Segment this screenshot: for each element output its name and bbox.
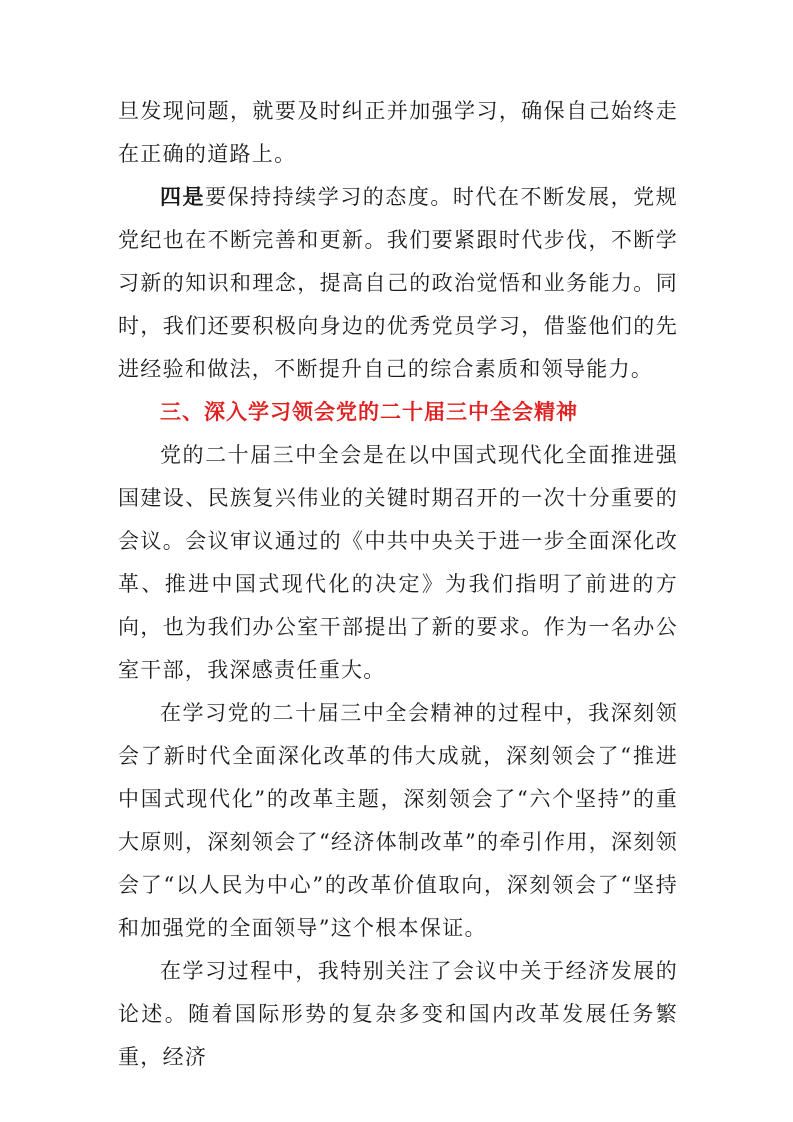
paragraph-continuation: 旦发现问题，就要及时纠正并加强学习，确保自己始终走在正确的道路上。 — [118, 99, 678, 166]
paragraph-point-four — [118, 176, 678, 391]
section-heading: 三、深入学习领会党的二十届三中全会精神 — [160, 400, 578, 424]
paragraph-plenum-intro: 党的二十届三中全会是在以中国式现代化全面推进强国建设、民族复兴伟业的关键时期召开的一次十分重要的会议。会议审议通过的《中共中央关于进一步全面深化改革、推进中国式现代化的决定》为我们指明了前进的方向，也为我们办公室干部提出了新的要求。作为一名办公室干部，我深感责任重大。 — [118, 443, 678, 682]
paragraph-plenum-learning: 在学习党的二十届三中全会精神的过程中，我深刻领会了新时代全面深化改革的伟大成就，深刻领会了“推进中国式现代化”的改革主题，深刻领会了“六个坚持”的重大原则，深刻领会了“经济体制改革”的牵引作用，深刻领会了“以人民为中心”的改革价值取向，深刻领会了“坚持和加强党的全面领导”这个根本保证。 — [118, 701, 678, 940]
point-four-lead: 四是 — [160, 185, 206, 209]
document-body — [118, 90, 678, 1079]
paragraph-economic-focus: 在学习过程中，我特别关注了会议中关于经济发展的论述。随着国际形势的复杂多变和国内改革发展任务繁重，经济 — [118, 959, 678, 1069]
point-four-body: 要保持持续学习的态度。时代在不断发展，党规党纪也在不断完善和更新。我们要紧跟时代步伐，不断学习新的知识和理念，提高自己的政治觉悟和业务能力。同时，我们还要积极向身边的优秀党员学习，借鉴他们的先进经验和做法，不断提升自己的综合素质和领导能力。 — [118, 185, 678, 381]
